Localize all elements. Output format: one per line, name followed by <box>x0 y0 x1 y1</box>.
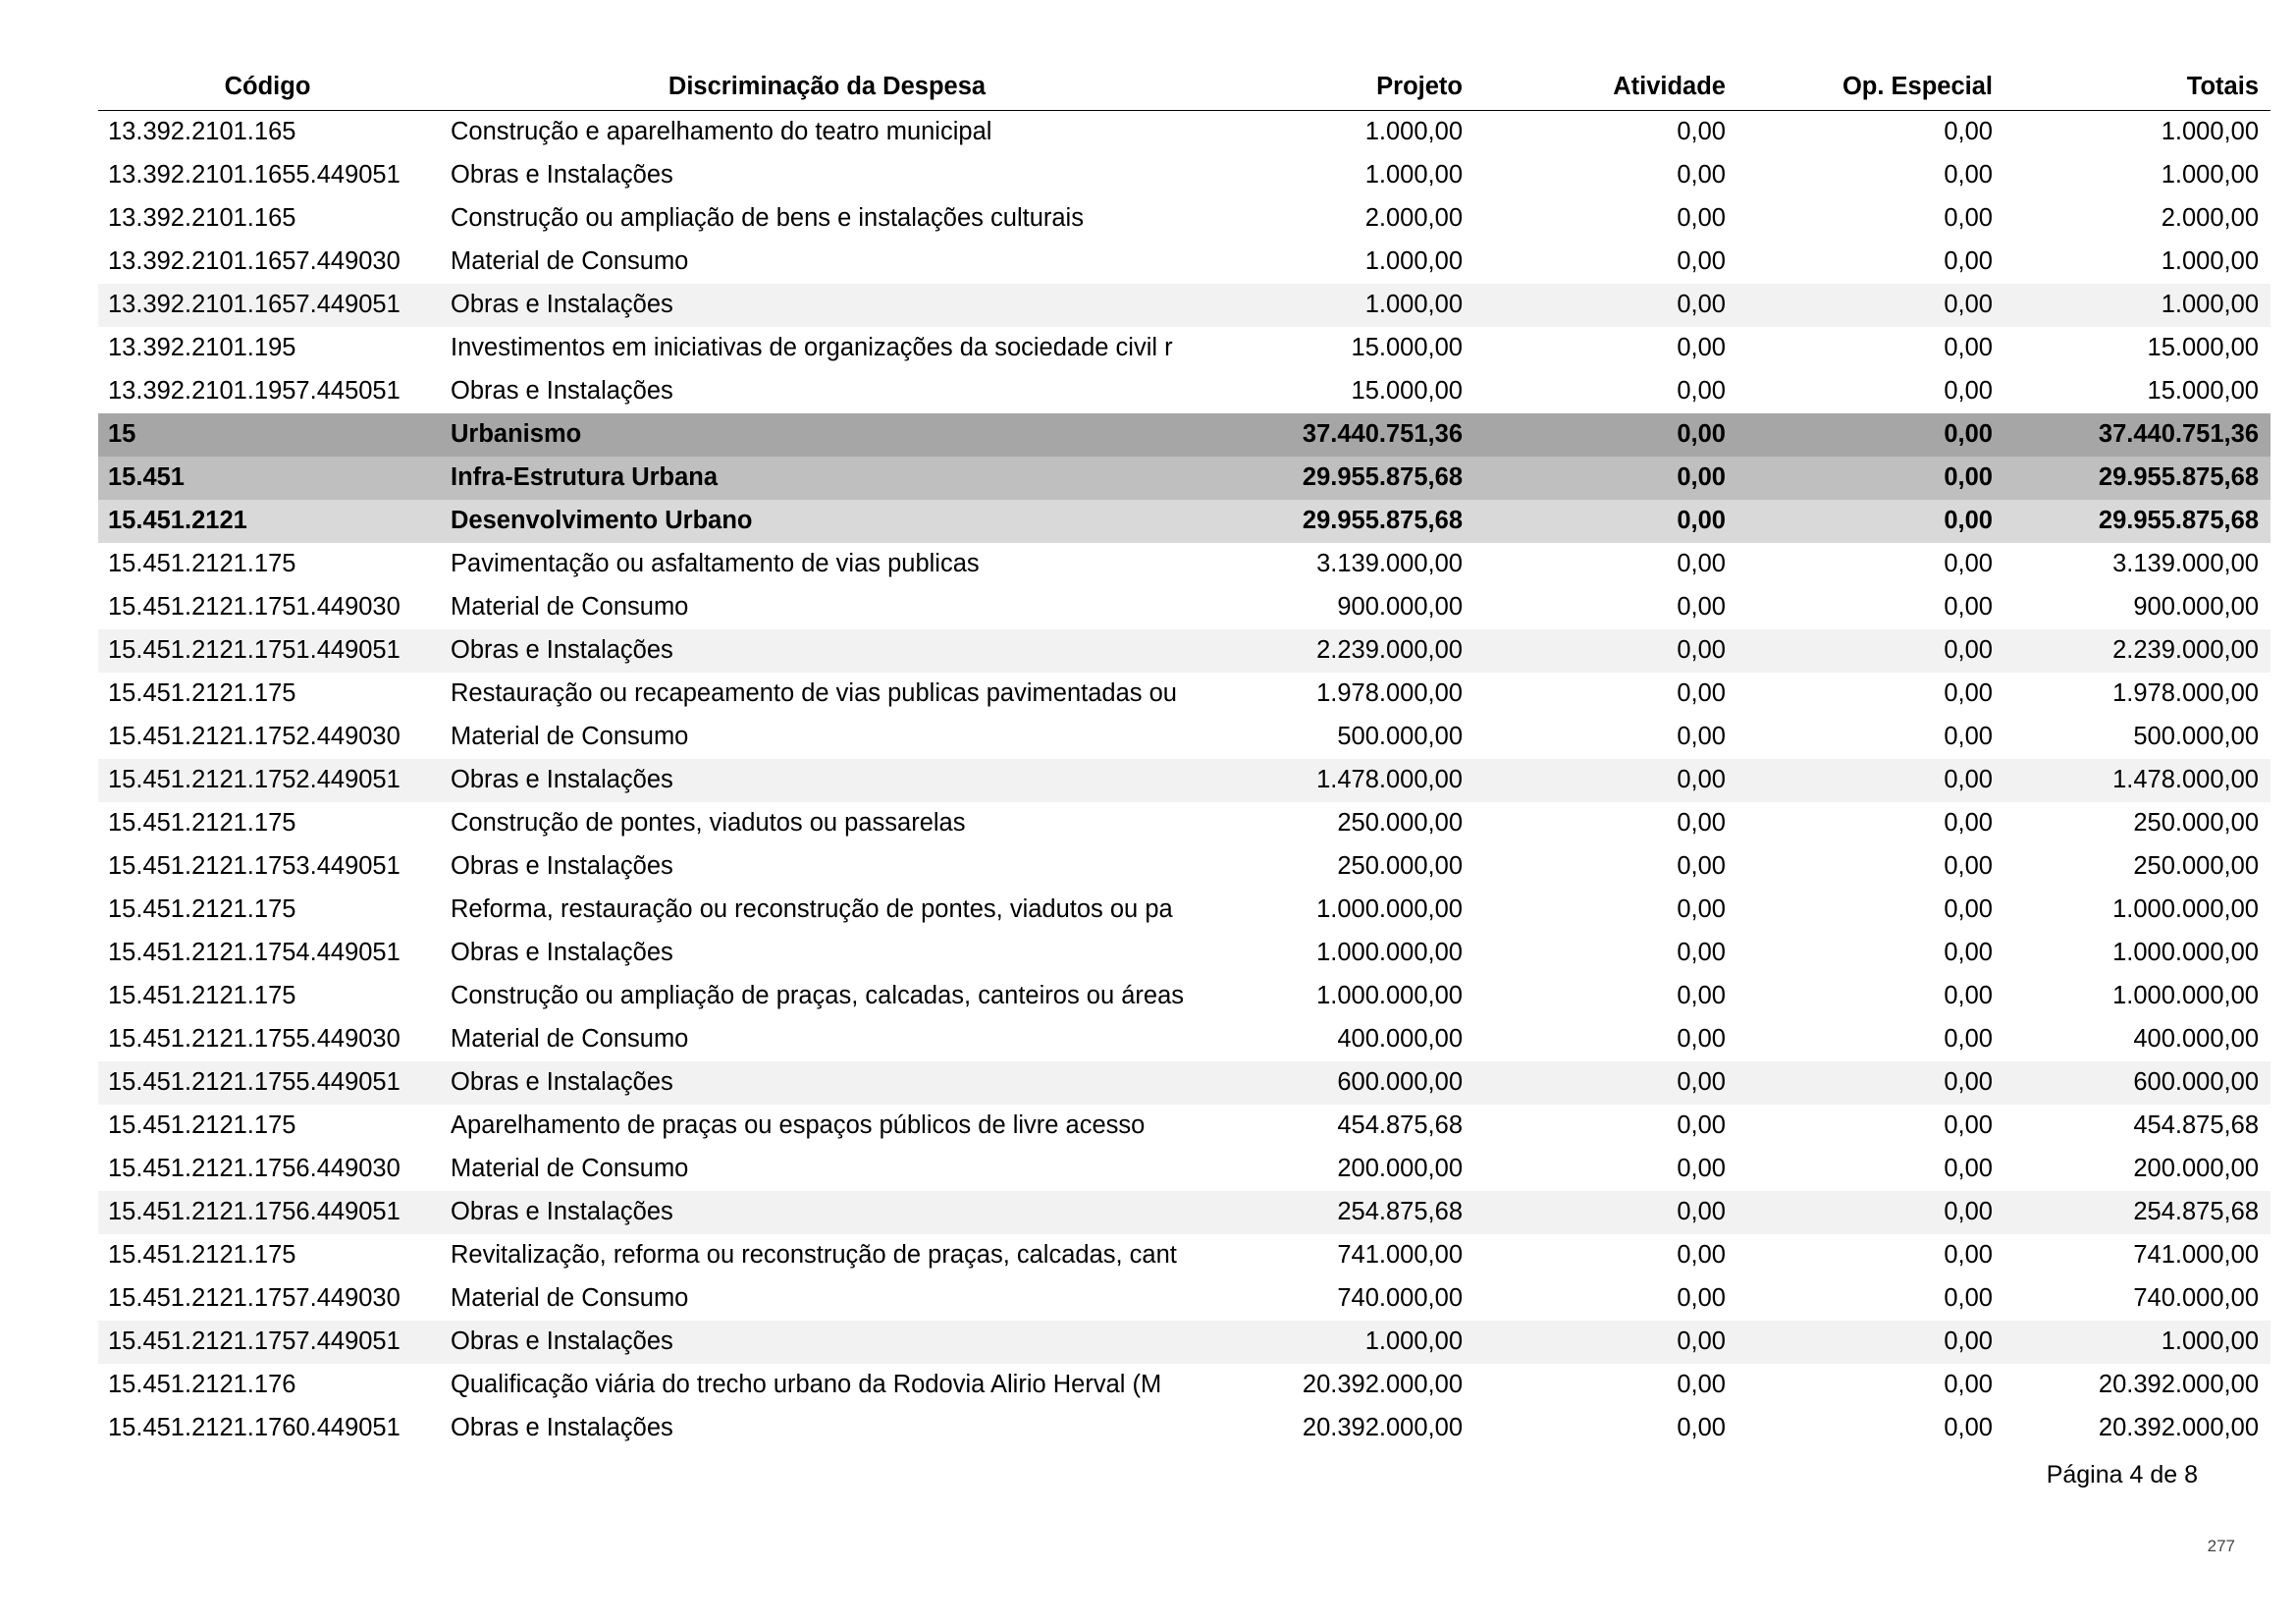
cell-atividade: 0,00 <box>1677 118 1726 146</box>
cell-descricao: Reforma, restauração ou reconstrução de pontes, viadutos ou pa <box>451 895 1173 923</box>
cell-projeto: 1.000,00 <box>1364 291 1463 318</box>
cell-totais: 1.978.000,00 <box>2112 679 2259 707</box>
cell-op-especial: 0,00 <box>1944 982 1993 1009</box>
budget-table <box>98 63 2270 1450</box>
cell-totais: 20.392.000,00 <box>2098 1414 2259 1441</box>
cell-atividade: 0,00 <box>1677 593 1726 621</box>
table-row <box>98 1234 2270 1277</box>
cell-op-especial: 0,00 <box>1944 723 1993 750</box>
cell-projeto: 900.000,00 <box>1337 593 1463 621</box>
cell-descricao: Urbanismo <box>451 420 582 448</box>
cell-op-especial: 0,00 <box>1944 1111 1993 1139</box>
header-row <box>98 63 2270 111</box>
cell-descricao: Infra-Estrutura Urbana <box>451 463 719 491</box>
cell-op-especial: 0,00 <box>1944 809 1993 837</box>
cell-op-especial: 0,00 <box>1944 1371 1993 1398</box>
cell-codigo: 13.392.2101.165 <box>108 204 296 232</box>
cell-descricao: Material de Consumo <box>451 1155 689 1182</box>
cell-op-especial: 0,00 <box>1944 766 1993 793</box>
column-header-totais: Totais <box>2186 72 2259 100</box>
cell-codigo: 15.451.2121.175 <box>108 550 296 577</box>
cell-codigo: 15.451.2121.175 <box>108 679 296 707</box>
cell-totais: 15.000,00 <box>2147 377 2259 405</box>
table-header <box>98 63 2270 111</box>
cell-totais: 1.478.000,00 <box>2112 766 2259 793</box>
cell-codigo: 15 <box>108 420 136 448</box>
cell-projeto: 1.000,00 <box>1364 1327 1463 1355</box>
cell-codigo: 15.451.2121.175 <box>108 982 296 1009</box>
cell-projeto: 1.478.000,00 <box>1316 766 1463 793</box>
cell-descricao: Obras e Instalações <box>451 1198 673 1225</box>
cell-descricao: Qualificação viária do trecho urbano da Rodovia Alirio Herval (M <box>451 1371 1162 1398</box>
cell-codigo: 15.451.2121.1751.449051 <box>108 636 400 664</box>
column-header-projeto: Projeto <box>1376 72 1463 100</box>
cell-codigo: 15.451.2121.1755.449030 <box>108 1025 400 1053</box>
cell-atividade: 0,00 <box>1677 1327 1726 1355</box>
cell-projeto: 250.000,00 <box>1337 809 1463 837</box>
cell-totais: 1.000,00 <box>2161 291 2259 318</box>
cell-totais: 741.000,00 <box>2133 1241 2259 1269</box>
cell-projeto: 1.000,00 <box>1364 161 1463 189</box>
cell-descricao: Construção ou ampliação de bens e instalações culturais <box>451 204 1084 232</box>
cell-descricao: Obras e Instalações <box>451 939 673 966</box>
cell-descricao: Obras e Instalações <box>451 1327 673 1355</box>
cell-descricao: Pavimentação ou asfaltamento de vias publicas <box>451 550 980 577</box>
cell-atividade: 0,00 <box>1677 1284 1726 1312</box>
cell-descricao: Construção ou ampliação de praças, calcadas, canteiros ou áreas <box>451 982 1185 1009</box>
cell-projeto: 20.392.000,00 <box>1302 1371 1463 1398</box>
cell-projeto: 741.000,00 <box>1337 1241 1463 1269</box>
cell-projeto: 20.392.000,00 <box>1302 1414 1463 1441</box>
cell-op-especial: 0,00 <box>1944 679 1993 707</box>
table-row <box>98 975 2270 1018</box>
table-row <box>98 845 2270 889</box>
cell-op-especial: 0,00 <box>1944 420 1993 448</box>
cell-projeto: 200.000,00 <box>1337 1155 1463 1182</box>
cell-projeto: 29.955.875,68 <box>1302 463 1463 491</box>
table-row <box>98 1321 2270 1364</box>
cell-op-especial: 0,00 <box>1944 161 1993 189</box>
cell-op-especial: 0,00 <box>1944 1155 1993 1182</box>
cell-projeto: 600.000,00 <box>1337 1068 1463 1096</box>
cell-codigo: 15.451.2121.1754.449051 <box>108 939 400 966</box>
column-header-atividade: Atividade <box>1613 72 1726 100</box>
cell-totais: 1.000,00 <box>2161 161 2259 189</box>
table-row <box>98 327 2270 370</box>
cell-totais: 1.000,00 <box>2161 118 2259 146</box>
cell-atividade: 0,00 <box>1677 291 1726 318</box>
cell-descricao: Revitalização, reforma ou reconstrução de praças, calcadas, cant <box>451 1241 1177 1269</box>
cell-op-especial: 0,00 <box>1944 377 1993 405</box>
table-row <box>98 1277 2270 1321</box>
cell-totais: 37.440.751,36 <box>2098 420 2259 448</box>
cell-projeto: 454.875,68 <box>1337 1111 1463 1139</box>
cell-codigo: 13.392.2101.1957.445051 <box>108 377 400 405</box>
cell-totais: 29.955.875,68 <box>2098 507 2259 534</box>
cell-descricao: Obras e Instalações <box>451 1414 673 1441</box>
cell-totais: 250.000,00 <box>2133 852 2259 880</box>
cell-codigo: 15.451.2121.1753.449051 <box>108 852 400 880</box>
cell-atividade: 0,00 <box>1677 852 1726 880</box>
cell-atividade: 0,00 <box>1677 1155 1726 1182</box>
cell-op-especial: 0,00 <box>1944 895 1993 923</box>
cell-descricao: Material de Consumo <box>451 723 689 750</box>
table-row <box>98 1105 2270 1148</box>
cell-atividade: 0,00 <box>1677 420 1726 448</box>
cell-atividade: 0,00 <box>1677 679 1726 707</box>
cell-op-especial: 0,00 <box>1944 636 1993 664</box>
cell-atividade: 0,00 <box>1677 1371 1726 1398</box>
cell-codigo: 13.392.2101.165 <box>108 118 296 146</box>
cell-descricao: Investimentos em iniciativas de organizações da sociedade civil r <box>451 334 1173 361</box>
cell-op-especial: 0,00 <box>1944 852 1993 880</box>
cell-totais: 29.955.875,68 <box>2098 463 2259 491</box>
cell-projeto: 500.000,00 <box>1337 723 1463 750</box>
cell-totais: 454.875,68 <box>2133 1111 2259 1139</box>
cell-op-especial: 0,00 <box>1944 334 1993 361</box>
cell-totais: 400.000,00 <box>2133 1025 2259 1053</box>
cell-totais: 250.000,00 <box>2133 809 2259 837</box>
cell-projeto: 2.239.000,00 <box>1316 636 1463 664</box>
cell-projeto: 1.978.000,00 <box>1316 679 1463 707</box>
table-row <box>98 932 2270 975</box>
cell-op-especial: 0,00 <box>1944 1241 1993 1269</box>
cell-totais: 15.000,00 <box>2147 334 2259 361</box>
cell-descricao: Obras e Instalações <box>451 377 673 405</box>
table-row <box>98 241 2270 284</box>
cell-codigo: 15.451 <box>108 463 185 491</box>
column-header-op-especial: Op. Especial <box>1842 72 1993 100</box>
cell-totais: 1.000.000,00 <box>2112 982 2259 1009</box>
cell-codigo: 15.451.2121.175 <box>108 809 296 837</box>
cell-codigo: 13.392.2101.195 <box>108 334 296 361</box>
cell-totais: 1.000.000,00 <box>2112 939 2259 966</box>
table-row <box>98 629 2270 673</box>
cell-descricao: Construção de pontes, viadutos ou passarelas <box>451 809 966 837</box>
cell-descricao: Material de Consumo <box>451 1025 689 1053</box>
cell-codigo: 15.451.2121.176 <box>108 1371 296 1398</box>
table-row <box>98 1191 2270 1234</box>
cell-descricao: Obras e Instalações <box>451 1068 673 1096</box>
cell-descricao: Material de Consumo <box>451 1284 689 1312</box>
cell-totais: 3.139.000,00 <box>2112 550 2259 577</box>
cell-descricao: Restauração ou recapeamento de vias publicas pavimentadas ou <box>451 679 1177 707</box>
cell-op-especial: 0,00 <box>1944 118 1993 146</box>
cell-codigo: 15.451.2121.1756.449051 <box>108 1198 400 1225</box>
cell-projeto: 1.000,00 <box>1364 118 1463 146</box>
cell-atividade: 0,00 <box>1677 895 1726 923</box>
table-row <box>98 1407 2270 1450</box>
column-header-codigo: Código <box>224 72 311 100</box>
cell-totais: 254.875,68 <box>2133 1198 2259 1225</box>
cell-atividade: 0,00 <box>1677 334 1726 361</box>
cell-op-especial: 0,00 <box>1944 1025 1993 1053</box>
cell-op-especial: 0,00 <box>1944 247 1993 275</box>
cell-codigo: 15.451.2121.1756.449030 <box>108 1155 400 1182</box>
cell-projeto: 1.000.000,00 <box>1316 939 1463 966</box>
cell-descricao: Obras e Instalações <box>451 291 673 318</box>
cell-op-especial: 0,00 <box>1944 463 1993 491</box>
cell-projeto: 400.000,00 <box>1337 1025 1463 1053</box>
cell-projeto: 29.955.875,68 <box>1302 507 1463 534</box>
cell-codigo: 15.451.2121.1757.449030 <box>108 1284 400 1312</box>
cell-atividade: 0,00 <box>1677 1111 1726 1139</box>
cell-codigo: 15.451.2121.1755.449051 <box>108 1068 400 1096</box>
table-row <box>98 543 2270 586</box>
cell-descricao: Obras e Instalações <box>451 161 673 189</box>
table-row <box>98 1364 2270 1407</box>
cell-op-especial: 0,00 <box>1944 204 1993 232</box>
cell-atividade: 0,00 <box>1677 939 1726 966</box>
cell-descricao: Aparelhamento de praças ou espaços públicos de livre acesso <box>451 1111 1146 1139</box>
cell-descricao: Obras e Instalações <box>451 852 673 880</box>
cell-totais: 600.000,00 <box>2133 1068 2259 1096</box>
cell-codigo: 15.451.2121.175 <box>108 1241 296 1269</box>
cell-atividade: 0,00 <box>1677 550 1726 577</box>
table-row <box>98 370 2270 413</box>
cell-atividade: 0,00 <box>1677 1025 1726 1053</box>
cell-atividade: 0,00 <box>1677 1198 1726 1225</box>
cell-atividade: 0,00 <box>1677 766 1726 793</box>
cell-op-especial: 0,00 <box>1944 1198 1993 1225</box>
cell-projeto: 250.000,00 <box>1337 852 1463 880</box>
cell-op-especial: 0,00 <box>1944 507 1993 534</box>
document-number: 277 <box>2207 1537 2235 1555</box>
cell-totais: 1.000,00 <box>2161 1327 2259 1355</box>
cell-codigo: 15.451.2121.1751.449030 <box>108 593 400 621</box>
cell-atividade: 0,00 <box>1677 377 1726 405</box>
table-row <box>98 1061 2270 1105</box>
table-row <box>98 1148 2270 1191</box>
cell-projeto: 15.000,00 <box>1351 377 1463 405</box>
cell-descricao: Obras e Instalações <box>451 636 673 664</box>
cell-op-especial: 0,00 <box>1944 939 1993 966</box>
cell-atividade: 0,00 <box>1677 1068 1726 1096</box>
cell-codigo: 15.451.2121 <box>108 507 247 534</box>
page-footer-label: Página 4 de 8 <box>2046 1461 2198 1489</box>
table-row <box>98 716 2270 759</box>
cell-atividade: 0,00 <box>1677 723 1726 750</box>
cell-atividade: 0,00 <box>1677 982 1726 1009</box>
cell-projeto: 3.139.000,00 <box>1316 550 1463 577</box>
cell-codigo: 15.451.2121.1760.449051 <box>108 1414 400 1441</box>
table-row <box>98 673 2270 716</box>
cell-atividade: 0,00 <box>1677 161 1726 189</box>
cell-totais: 740.000,00 <box>2133 1284 2259 1312</box>
cell-atividade: 0,00 <box>1677 507 1726 534</box>
cell-atividade: 0,00 <box>1677 463 1726 491</box>
table-row <box>98 802 2270 845</box>
cell-descricao: Material de Consumo <box>451 593 689 621</box>
table-row <box>98 889 2270 932</box>
table-row <box>98 111 2270 154</box>
cell-descricao: Desenvolvimento Urbano <box>451 507 753 534</box>
cell-op-especial: 0,00 <box>1944 1414 1993 1441</box>
table-row <box>98 413 2270 457</box>
table-body <box>98 111 2270 1450</box>
cell-op-especial: 0,00 <box>1944 550 1993 577</box>
cell-descricao: Obras e Instalações <box>451 766 673 793</box>
cell-op-especial: 0,00 <box>1944 1068 1993 1096</box>
cell-atividade: 0,00 <box>1677 809 1726 837</box>
cell-totais: 20.392.000,00 <box>2098 1371 2259 1398</box>
table-row <box>98 457 2270 500</box>
cell-descricao: Construção e aparelhamento do teatro municipal <box>451 118 992 146</box>
cell-totais: 900.000,00 <box>2133 593 2259 621</box>
cell-codigo: 15.451.2121.1752.449030 <box>108 723 400 750</box>
table-row <box>98 586 2270 629</box>
cell-projeto: 2.000,00 <box>1364 204 1463 232</box>
table-row <box>98 154 2270 197</box>
cell-codigo: 13.392.2101.1655.449051 <box>108 161 400 189</box>
cell-totais: 2.000,00 <box>2161 204 2259 232</box>
table-row <box>98 197 2270 241</box>
table-row <box>98 284 2270 327</box>
table-row <box>98 759 2270 802</box>
cell-atividade: 0,00 <box>1677 1241 1726 1269</box>
cell-atividade: 0,00 <box>1677 204 1726 232</box>
cell-op-especial: 0,00 <box>1944 1284 1993 1312</box>
cell-totais: 1.000.000,00 <box>2112 895 2259 923</box>
table-row <box>98 500 2270 543</box>
table-row <box>98 1018 2270 1061</box>
cell-atividade: 0,00 <box>1677 636 1726 664</box>
cell-codigo: 13.392.2101.1657.449030 <box>108 247 400 275</box>
cell-codigo: 15.451.2121.1757.449051 <box>108 1327 400 1355</box>
cell-atividade: 0,00 <box>1677 1414 1726 1441</box>
cell-codigo: 15.451.2121.175 <box>108 895 296 923</box>
cell-op-especial: 0,00 <box>1944 291 1993 318</box>
cell-projeto: 740.000,00 <box>1337 1284 1463 1312</box>
cell-projeto: 1.000,00 <box>1364 247 1463 275</box>
cell-codigo: 15.451.2121.175 <box>108 1111 296 1139</box>
cell-totais: 1.000,00 <box>2161 247 2259 275</box>
cell-atividade: 0,00 <box>1677 247 1726 275</box>
cell-descricao: Material de Consumo <box>451 247 689 275</box>
cell-projeto: 1.000.000,00 <box>1316 982 1463 1009</box>
cell-totais: 500.000,00 <box>2133 723 2259 750</box>
cell-projeto: 254.875,68 <box>1337 1198 1463 1225</box>
column-header-descricao: Discriminação da Despesa <box>667 72 987 100</box>
cell-codigo: 15.451.2121.1752.449051 <box>108 766 400 793</box>
cell-projeto: 1.000.000,00 <box>1316 895 1463 923</box>
cell-codigo: 13.392.2101.1657.449051 <box>108 291 400 318</box>
cell-totais: 200.000,00 <box>2133 1155 2259 1182</box>
cell-op-especial: 0,00 <box>1944 1327 1993 1355</box>
cell-projeto: 37.440.751,36 <box>1302 420 1463 448</box>
cell-op-especial: 0,00 <box>1944 593 1993 621</box>
cell-totais: 2.239.000,00 <box>2112 636 2259 664</box>
cell-projeto: 15.000,00 <box>1351 334 1463 361</box>
